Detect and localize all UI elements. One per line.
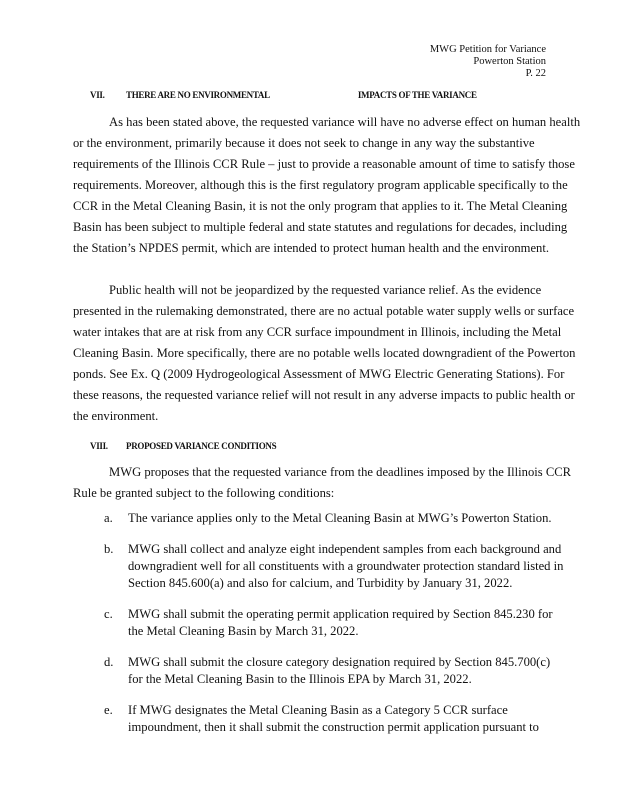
paragraph-public-health: Public health will not be jeopardized by the requested variance relief. As the evidence presented in the rulemaking demonstrated, there are no actual potable water supply wells or surface water intakes that are at risk from any CCR surface impoundment in Illinois, including the Metal Cleaning Basin. More specifically, there are no potable wells located downgradient of the Powerton ponds. See Ex. Q (2009 Hydrogeological Assessment of MWG Electric Generating Stations). For these reasons, the requested variance relief will not result in any adverse impacts to public health or the environment. (73, 283, 576, 423)
header-station: Powerton Station (473, 56, 546, 67)
section-heading-viii (90, 441, 276, 451)
section-title: PROPOSED VARIANCE CONDITIONS (126, 441, 277, 451)
paragraph-environment: As has been stated above, the requested variance will have no adverse effect on human health or the environment, primarily because it does not seek to change in any way the substantive requirements of the Illinois CCR Rule – just to provide a reasonable amount of time to satisfy those requirements. Moreover, although this is the first regulatory program applicable specifically to the CCR in the Metal Cleaning Basin, it is not the only program that applies to it. The Metal Cleaning Basin has been subject to multiple federal and state statutes and regulations for decades, including the Station’s NPDES permit, which are intended to protect human health and the environment. (73, 115, 581, 255)
condition-item (104, 702, 564, 736)
condition-marker: e. (104, 703, 113, 717)
condition-marker: d. (104, 655, 114, 669)
condition-item (104, 510, 564, 527)
section-heading-vii (90, 90, 477, 100)
condition-item (104, 541, 564, 592)
condition-marker: a. (104, 511, 113, 525)
page-header (430, 44, 546, 80)
section-title-part2: IMPACTS OF THE VARIANCE (357, 90, 477, 100)
section-number: VII. (90, 90, 105, 100)
condition-text: MWG shall submit the operating permit application required by Section 845.230 for the Metal Cleaning Basin by March 31, 2022. (128, 607, 553, 638)
condition-item (104, 654, 564, 688)
condition-marker: c. (104, 607, 113, 621)
header-page-number: P. 22 (525, 68, 546, 79)
condition-marker: b. (104, 542, 114, 556)
conditions-list (104, 510, 564, 736)
condition-text: MWG shall collect and analyze eight independent samples from each background and downgradient well for all constituents with a groundwater protection standard listed in Section 845.600(a) and also for calcium, and Turbidity by January 31, 2022. (128, 542, 564, 590)
section-title-part1: THERE ARE NO ENVIRONMENTAL (126, 90, 270, 100)
condition-text: If MWG designates the Metal Cleaning Basin as a Category 5 CCR surface impoundment, then it shall submit the construction permit application pursuant to (128, 703, 539, 734)
section-number: VIII. (90, 441, 108, 451)
condition-text: MWG shall submit the closure category designation required by Section 845.700(c) for the Metal Cleaning Basin to the Illinois EPA by March 31, 2022. (128, 655, 551, 686)
header-title: MWG Petition for Variance (429, 44, 546, 55)
condition-item (104, 606, 564, 640)
paragraph-conditions-intro: MWG proposes that the requested variance from the deadlines imposed by the Illinois CCR Rule be granted subject to the following conditions: (73, 465, 572, 500)
condition-text: The variance applies only to the Metal Cleaning Basin at MWG’s Powerton Station. (128, 511, 552, 525)
